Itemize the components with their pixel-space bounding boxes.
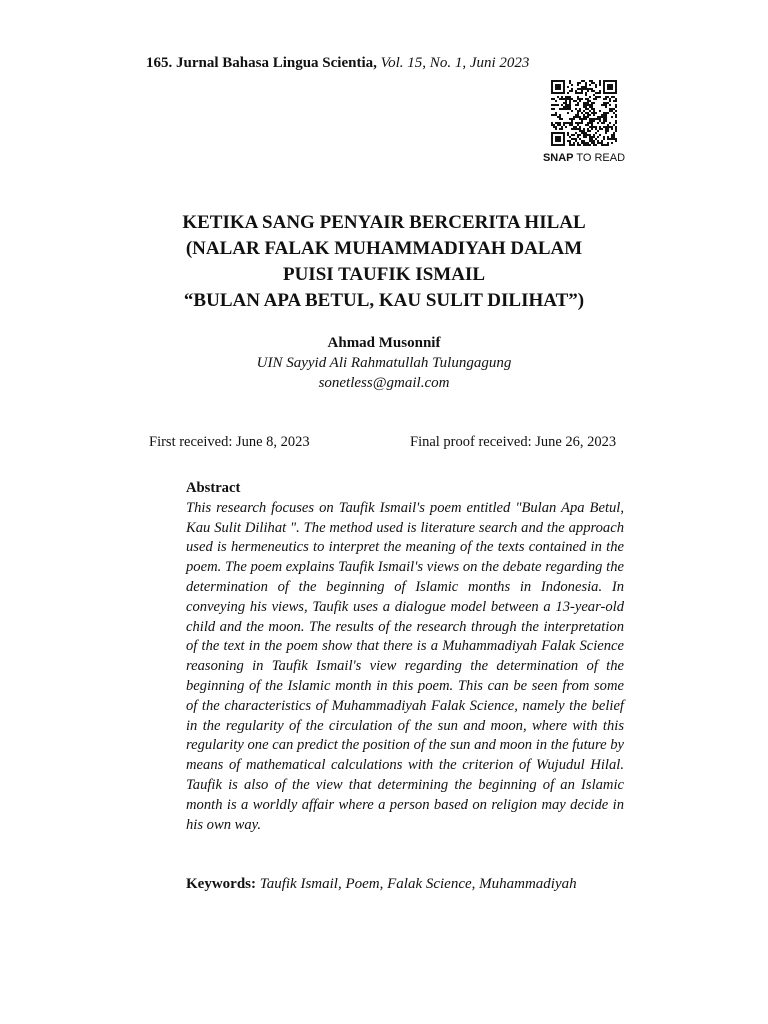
qr-modules: [551, 80, 617, 146]
journal-volume: Vol. 15, No. 1, Juni 2023: [380, 55, 530, 71]
title-line: (NALAR FALAK MUHAMMADIYAH DALAM: [185, 238, 583, 259]
first-received-date: First received: June 8, 2023: [149, 434, 310, 450]
title-line: “BULAN APA BETUL, KAU SULIT DILIHAT”): [183, 290, 585, 311]
author-email: sonetless@gmail.com: [318, 375, 450, 391]
article-title: [100, 210, 668, 314]
journal-name: 165. Jurnal Bahasa Lingua Scientia,: [146, 55, 377, 71]
snap-bold: SNAP: [542, 152, 574, 164]
keywords-line: [186, 876, 577, 893]
journal-header: [146, 55, 529, 72]
title-line: KETIKA SANG PENYAIR BERCERITA HILAL: [182, 212, 586, 233]
keywords-text: Taufik Ismail, Poem, Falak Science, Muhammadiyah: [256, 876, 577, 892]
snap-rest: TO READ: [573, 152, 626, 164]
author-affiliation: UIN Sayyid Ali Rahmatullah Tulungagung: [256, 355, 512, 371]
abstract-heading: Abstract: [186, 480, 241, 496]
title-line: PUISI TAUFIK ISMAIL: [282, 264, 485, 285]
abstract-section: [186, 479, 624, 835]
author-block: [100, 333, 668, 393]
qr-code-icon[interactable]: [551, 80, 617, 146]
author-name: Ahmad Musonnif: [327, 335, 441, 351]
qr-block[interactable]: [542, 80, 626, 164]
snap-to-read-label: [543, 152, 625, 164]
keywords-label: Keywords:: [186, 876, 256, 892]
final-proof-date: Final proof received: June 26, 2023: [410, 434, 617, 450]
abstract-text: This research focuses on Taufik Ismail's poem entitled "Bulan Apa Betul, Kau Sulit Dilihat ". The method used is literature search and the approach used is hermeneutics to interpret the meaning of the texts contained in the poem. The poem explains Taufik Ismail's views on the debate regarding the determination of the beginning of Islamic months in Indonesia. In conveying his views, Taufik uses a dialogue model between a 13-year-old child and the moon. The results of the research through the interpretation of the text in the poem show that there is a Muhammadiyah Falak Science reasoning in Taufik Ismail's view regarding the determination of the beginning of the Islamic month in this poem. This can be seen from some of the characteristics of Muhammadiyah Falak Science, namely the belief in the regularity of the circulation of the sun and moon, where with this regularity one can predict the position of the sun and moon in the future by means of mathematical calculations with the criterion of Wujudul Hilal. Taufik is also of the view that determining the beginning of an Islamic month is a worldly affair where a person based on religion may decide in his own way.: [186, 499, 624, 833]
